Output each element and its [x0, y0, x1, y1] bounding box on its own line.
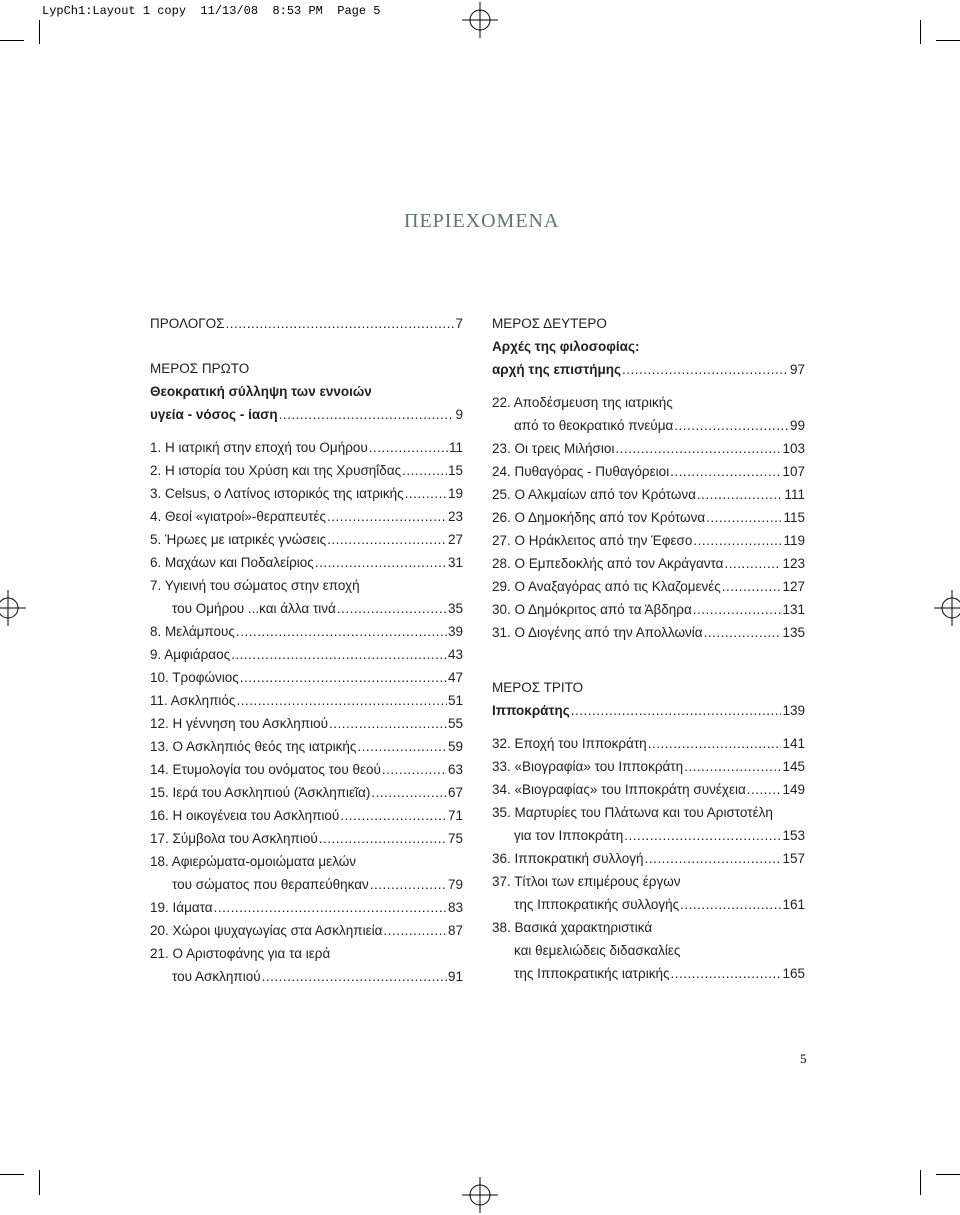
- toc-entry-page: 15: [447, 463, 463, 478]
- toc-entry-page: 23: [447, 509, 463, 524]
- toc-part3-list: [492, 732, 805, 985]
- toc-entry-page: 63: [447, 762, 463, 777]
- crop-mark-top-right: [900, 0, 960, 44]
- toc-entry[interactable]: [150, 781, 463, 804]
- toc-entry-title: 13. Ο Ασκληπιός θεός της ιατρικής: [150, 739, 357, 754]
- toc-leader-dots: [369, 436, 448, 459]
- toc-entry[interactable]: [150, 850, 463, 873]
- toc-leader-dots: [674, 414, 789, 437]
- toc-entry-page: 115: [783, 510, 805, 525]
- toc-entry-title: 23. Οι τρεις Μιλήσιοι: [492, 441, 615, 456]
- toc-entry[interactable]: [150, 551, 463, 574]
- toc-entry-title: 36. Ιπποκρατική συλλογή: [492, 851, 644, 866]
- toc-entry-title: 21. Ο Αριστοφάνης για τα ιερά: [150, 946, 331, 961]
- toc-entry[interactable]: [492, 621, 805, 644]
- toc-entry[interactable]: [150, 620, 463, 643]
- toc-entry[interactable]: [150, 873, 463, 896]
- toc-leader-dots: [697, 483, 784, 506]
- toc-entry-page: 111: [784, 487, 805, 502]
- toc-entry-title: της Ιπποκρατικής συλλογής: [514, 897, 680, 912]
- toc-entry-title: 33. «Βιογραφία» του Ιπποκράτη: [492, 759, 684, 774]
- toc-leader-dots: [747, 778, 782, 801]
- toc-entry-page: 149: [782, 782, 805, 797]
- toc-entry-title: 12. Η γέννηση του Ασκληπιού: [150, 716, 328, 731]
- toc-entry-title: 7. Υγιεινή του σώματος στην εποχή: [150, 578, 360, 593]
- toc-leader-dots: [327, 505, 447, 528]
- toc-entry-title: 10. Τροφώνιος: [150, 670, 239, 685]
- toc-entry-title: 9. Αμφιάραος: [150, 647, 231, 662]
- toc-entry-page: 71: [447, 808, 463, 823]
- toc-entry-page: 99: [789, 418, 805, 433]
- toc-leader-dots: [405, 482, 447, 505]
- toc-entry-title: 29. Ο Αναξαγόρας από τις Κλαζομενές: [492, 579, 721, 594]
- toc-entry[interactable]: [492, 506, 805, 529]
- toc-entry-page: 131: [782, 602, 805, 617]
- toc-entry-title: 19. Ιάματα: [150, 900, 213, 915]
- toc-leader-dots: [231, 643, 447, 666]
- toc-entry[interactable]: [492, 529, 805, 552]
- toc-entry-title: από το θεοκρατικό πνεύμα: [514, 418, 674, 433]
- toc-entry[interactable]: [150, 528, 463, 551]
- toc-entry[interactable]: [492, 870, 805, 893]
- toc-entry-page: 103: [782, 441, 805, 456]
- toc-part2-list: [492, 391, 805, 644]
- toc-entry-page: 39: [447, 624, 463, 639]
- toc-entry-title: 2. Η ιστορία του Χρύση και της Χρυσηΐδας: [150, 463, 402, 478]
- toc-leader-dots: [645, 847, 782, 870]
- toc-entry-title: 24. Πυθαγόρας - Πυθαγόρειοι: [492, 464, 670, 479]
- part1-heading: ΜΕΡΟΣ ΠΡΩΤΟ: [150, 361, 250, 376]
- registration-mark-top: [462, 2, 498, 38]
- toc-entry-title: 26. Ο Δημοκήδης από τον Κρότωνα: [492, 510, 706, 525]
- toc-entry-page: 87: [447, 923, 463, 938]
- toc-entry-title: 32. Εποχή του Ιπποκράτη: [492, 736, 647, 751]
- toc-entry[interactable]: [492, 460, 805, 483]
- toc-leader-dots: [648, 732, 782, 755]
- toc-entry-title: 8. Μελάμπους: [150, 624, 235, 639]
- part2-heading: ΜΕΡΟΣ ΔΕΥΤΕΡΟ: [492, 316, 607, 331]
- toc-entry-page: 59: [447, 739, 463, 754]
- crop-mark-bottom-left: [0, 1170, 40, 1215]
- toc-entry-page: 75: [447, 831, 463, 846]
- toc-entry-page: 79: [447, 877, 463, 892]
- toc-entry-title: 27. Ο Ηράκλειτος από την Έφεσο: [492, 533, 693, 548]
- toc-leader-dots: [357, 735, 447, 758]
- toc-entry[interactable]: [492, 801, 805, 824]
- toc-entry-part2[interactable]: αρχή της επιστήμης ..... 97: [492, 358, 805, 381]
- crop-mark-top-left: [0, 0, 40, 44]
- toc-entry-title: 20. Χώροι ψυχαγωγίας στα Ασκληπιεία: [150, 923, 383, 938]
- toc-entry-title: 18. Αφιερώματα-ομοιώματα μελών: [150, 854, 357, 869]
- toc-entry[interactable]: [150, 965, 463, 988]
- toc-leader-dots: [327, 528, 447, 551]
- toc-entry-page: 165: [782, 966, 805, 981]
- toc-entry-title: 6. Μαχάων και Ποδαλείριος: [150, 555, 314, 570]
- toc-entry-page: 91: [447, 969, 463, 984]
- toc-leader-dots: [383, 919, 447, 942]
- toc-entry[interactable]: [150, 919, 463, 942]
- toc-leader-dots: [337, 597, 447, 620]
- toc-entry-title: του Ασκληπιού: [172, 969, 261, 984]
- toc-leader-dots: [329, 712, 447, 735]
- toc-entry[interactable]: [492, 847, 805, 870]
- toc-leader-dots: [262, 965, 447, 988]
- toc-leader-dots: [624, 824, 781, 847]
- toc-entry-page: 27: [447, 532, 463, 547]
- toc-entry[interactable]: [150, 482, 463, 505]
- toc-leader-dots: [670, 460, 781, 483]
- toc-entry[interactable]: [492, 483, 805, 506]
- toc-entry[interactable]: [150, 735, 463, 758]
- toc-left-list: [150, 436, 463, 988]
- toc-entry-title: 34. «Βιογραφίας» του Ιπποκράτη συνέχεια: [492, 782, 746, 797]
- toc-leader-dots: [693, 529, 782, 552]
- toc-entry-title: 4. Θεοί «γιατροί»-θεραπευτές: [150, 509, 326, 524]
- toc-entry[interactable]: [150, 643, 463, 666]
- toc-entry-title: 3. Celsus, ο Λατίνος ιστορικός της ιατρικής: [150, 486, 404, 501]
- toc-leader-dots: [693, 598, 782, 621]
- toc-entry-page: 31: [447, 555, 463, 570]
- toc-right-column: [492, 312, 805, 985]
- toc-entry[interactable]: [492, 824, 805, 847]
- toc-entry-title: 28. Ο Εμπεδοκλής από τον Ακράγαντα: [492, 556, 724, 571]
- toc-leader-dots: [704, 621, 782, 644]
- toc-entry-title: του σώματος που θεραπεύθηκαν: [172, 877, 369, 892]
- toc-entry[interactable]: [492, 575, 805, 598]
- toc-left-column: [150, 312, 463, 988]
- toc-entry[interactable]: [150, 436, 463, 459]
- toc-entry[interactable]: [492, 962, 805, 985]
- toc-leader-dots: [236, 689, 447, 712]
- toc-entry-title: 17. Σύμβολα του Ασκληπιού: [150, 831, 318, 846]
- toc-entry-page: 107: [782, 464, 805, 479]
- toc-entry-title: 30. Ο Δημόκριτος από τα Άβδηρα: [492, 602, 692, 617]
- toc-entry-title: για τον Ιπποκράτη: [514, 828, 624, 843]
- toc-entry-title: 38. Βασικά χαρακτηριστικά: [492, 920, 653, 935]
- toc-entry-prologue[interactable]: ΠΡΟΛΟΓΟΣ ..... 7: [150, 312, 463, 335]
- toc-entry-page: 51: [447, 693, 463, 708]
- toc-entry-page: 67: [447, 785, 463, 800]
- toc-entry-title: του Ομήρου ...και άλλα τινά: [172, 601, 336, 616]
- toc-entry-page: 157: [782, 851, 805, 866]
- toc-entry[interactable]: [150, 712, 463, 735]
- toc-entry[interactable]: [492, 414, 805, 437]
- part1-subtitle: Θεοκρατική σύλληψη των εννοιών: [150, 384, 372, 399]
- toc-entry-title: 11. Ασκληπιός: [150, 693, 236, 708]
- toc-entry-page: 47: [447, 670, 463, 685]
- toc-leader-dots: [670, 962, 781, 985]
- toc-entry[interactable]: [150, 574, 463, 597]
- toc-leader-dots: [214, 896, 447, 919]
- toc-entry[interactable]: [492, 916, 805, 939]
- toc-entry[interactable]: [492, 755, 805, 778]
- toc-entry-part1[interactable]: υγεία - νόσος - ίαση ..... 9: [150, 403, 463, 426]
- toc-leader-dots: [371, 781, 447, 804]
- toc-leader-dots: [706, 506, 782, 529]
- toc-leader-dots: [319, 827, 447, 850]
- toc-entry[interactable]: [492, 552, 805, 575]
- toc-entry-page: 145: [782, 759, 805, 774]
- toc-entry[interactable]: [150, 597, 463, 620]
- toc-entry-page: 161: [782, 897, 805, 912]
- toc-entry[interactable]: [150, 666, 463, 689]
- toc-entry-title: 14. Ετυμολογία του ονόματος του θεού: [150, 762, 381, 777]
- toc-entry-part3[interactable]: Ιπποκράτης ..... 139: [492, 699, 805, 722]
- print-slug: LypCh1:Layout 1 copy 11/13/08 8:53 PM Page 5: [42, 4, 381, 18]
- toc-entry[interactable]: [150, 804, 463, 827]
- part2-subtitle: Αρχές της φιλοσοφίας:: [492, 339, 640, 354]
- toc-entry-page: 119: [783, 533, 805, 548]
- registration-mark-left: [0, 590, 26, 626]
- toc-entry-page: 55: [447, 716, 463, 731]
- toc-entry-page: 127: [782, 579, 805, 594]
- toc-entry-page: 141: [782, 736, 805, 751]
- toc-entry-title: της Ιπποκρατικής ιατρικής: [514, 966, 670, 981]
- toc-entry-title: 35. Μαρτυρίες του Πλάτωνα και του Αριστοτέλη: [492, 805, 773, 820]
- toc-entry[interactable]: [492, 939, 805, 962]
- toc-entry-title: 16. Η οικογένεια του Ασκληπιού: [150, 808, 340, 823]
- toc-entry[interactable]: [150, 758, 463, 781]
- toc-entry[interactable]: [492, 598, 805, 621]
- toc-entry[interactable]: [150, 942, 463, 965]
- toc-entry-page: 43: [447, 647, 463, 662]
- toc-entry-page: 19: [447, 486, 463, 501]
- toc-entry-title: 5. Ήρωες με ιατρικές γνώσεις: [150, 532, 327, 547]
- toc-entry-title: 15. Ιερά του Ασκληπιού (Ἀσκληπιεῖα): [150, 785, 371, 800]
- toc-entry-title: και θεμελιώδεις διδασκαλίες: [514, 943, 681, 958]
- toc-entry-page: 153: [782, 828, 805, 843]
- toc-leader-dots: [402, 459, 447, 482]
- toc-entry[interactable]: [492, 437, 805, 460]
- toc-entry-title: 1. Η ιατρική στην εποχή του Ομήρου: [150, 440, 368, 455]
- toc-leader-dots: [236, 620, 447, 643]
- page-number: 5: [800, 1051, 807, 1066]
- toc-entry-page: 123: [782, 556, 805, 571]
- toc-entry-page: 11: [448, 440, 463, 455]
- toc-entry[interactable]: [492, 391, 805, 414]
- toc-leader-dots: [680, 893, 781, 916]
- toc-entry[interactable]: [492, 778, 805, 801]
- toc-leader-dots: [615, 437, 781, 460]
- toc-leader-dots: [240, 666, 447, 689]
- toc-leader-dots: [684, 755, 781, 778]
- toc-leader-dots: [724, 552, 781, 575]
- toc-entry-title: 22. Αποδέσμευση της ιατρικής: [492, 395, 673, 410]
- part3-heading: ΜΕΡΟΣ ΤΡΙΤΟ: [492, 680, 584, 695]
- toc-entry[interactable]: [150, 459, 463, 482]
- toc-leader-dots: [315, 551, 447, 574]
- toc-entry[interactable]: [150, 827, 463, 850]
- toc-entry[interactable]: [492, 893, 805, 916]
- toc-leader-dots: [340, 804, 447, 827]
- crop-mark-bottom-right: [900, 1170, 960, 1215]
- registration-mark-bottom: [462, 1177, 498, 1213]
- toc-entry-page: 135: [782, 625, 805, 640]
- toc-entry-title: 25. Ο Αλκμαίων από τον Κρότωνα: [492, 487, 696, 502]
- toc-leader-dots: [370, 873, 447, 896]
- toc-entry-page: 83: [447, 900, 463, 915]
- toc-entry-title: 31. Ο Διογένης από την Απολλωνία: [492, 625, 703, 640]
- toc-leader-dots: [382, 758, 447, 781]
- toc-entry[interactable]: [150, 689, 463, 712]
- toc-entry-page: 35: [447, 601, 463, 616]
- toc-entry[interactable]: [150, 505, 463, 528]
- toc-entry-title: 37. Τίτλοι των επιμέρους έργων: [492, 874, 681, 889]
- toc-entry[interactable]: [492, 732, 805, 755]
- registration-mark-right: [934, 590, 960, 626]
- toc-entry[interactable]: [150, 896, 463, 919]
- toc-leader-dots: [722, 575, 782, 598]
